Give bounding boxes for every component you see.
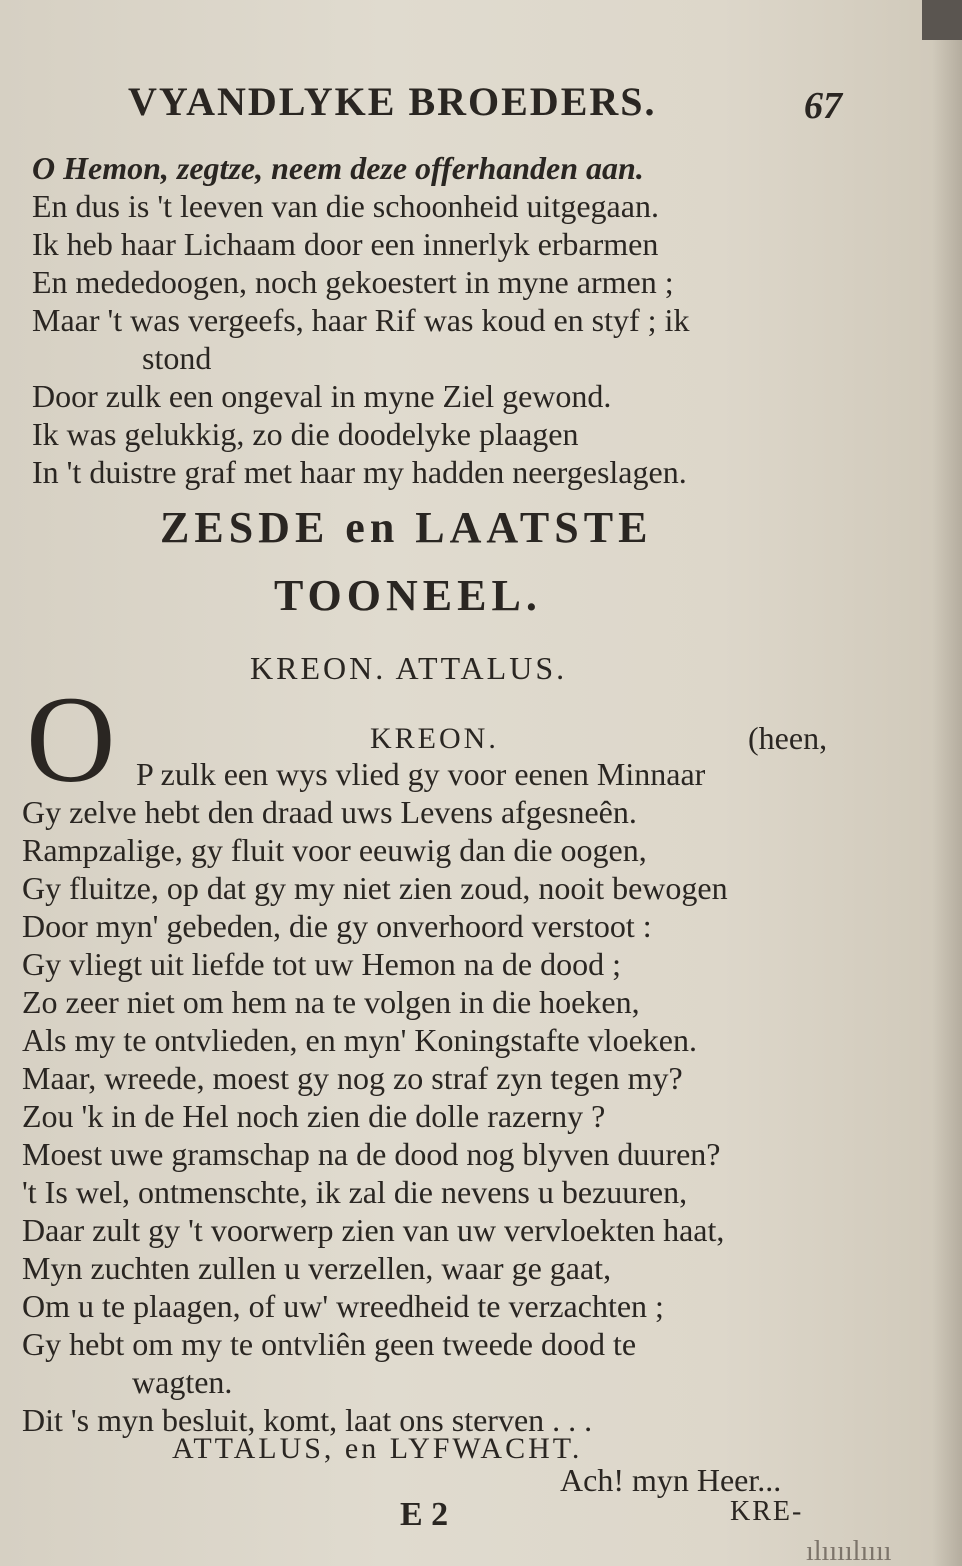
speech-line: Door myn' gebeden, die gy onverhoord verstoot : (22, 908, 652, 944)
speech-line: Gy hebt om my te ontvliên geen tweede dood te (22, 1326, 637, 1362)
verse-line: Ik was gelukkig, zo die doodelyke plaagen (32, 416, 579, 452)
second-speech-line: Ach! myn Heer... (560, 1462, 782, 1498)
speech-line: Rampzalige, gy fluit voor eeuwig dan die oogen, (22, 832, 647, 868)
speech-line: Gy zelve hebt den draad uws Levens afgesneên. (22, 794, 637, 830)
turnover-word: (heen, (748, 720, 828, 756)
speech-line: Om u te plaagen, of uw' wreedheid te verzachten ; (22, 1288, 664, 1324)
second-speaker: ATTALUS, en LYFWACHT. (172, 1432, 583, 1465)
speech-line: Daar zult gy 't voorwerp zien van uw vervloekten haat, (22, 1212, 725, 1248)
verse-line: In 't duistre graf met haar my hadden neergeslagen. (32, 454, 687, 490)
drop-cap: O (26, 671, 116, 808)
signature-mark: E 2 (400, 1496, 449, 1533)
verse-line: Door zulk een ongeval in myne Ziel gewond. (32, 378, 612, 414)
speech-line: Gy fluitze, op dat gy my niet zien zoud, nooit bewogen (22, 870, 728, 906)
speech-line: Myn zuchten zullen u verzellen, waar ge gaat, (22, 1250, 612, 1286)
page-edge-shadow (932, 0, 962, 1566)
speaker-name: KREON. (370, 722, 499, 755)
verse-line: stond (142, 340, 212, 376)
speech-line: Gy vliegt uit liefde tot uw Hemon na de dood ; (22, 946, 621, 982)
page-corner-shadow (922, 0, 962, 40)
speech-line: Zou 'k in de Hel noch zien die dolle razerny ? (22, 1098, 606, 1134)
verse-line: Maar 't was vergeefs, haar Rif was koud en styf ; ik (32, 302, 690, 338)
speech-line: Zo zeer niet om hem na te volgen in die hoeken, (22, 984, 640, 1020)
verse-line: Ik heb haar Lichaam door een innerlyk erbarmen (32, 226, 659, 262)
speech-line: wagten. (132, 1364, 233, 1400)
running-head: VYANDLYKE BROEDERS. (128, 79, 657, 124)
speech-line: Moest uwe gramschap na de dood nog blyven duuren? (22, 1136, 721, 1172)
page-number: 67 (804, 85, 842, 127)
verse-line: O Hemon, zegtze, neem deze offerhanden aan. (32, 150, 644, 186)
scene-title-line2: TOONEEL. (274, 571, 542, 620)
speech-line: 't Is wel, ontmenschte, ik zal die nevens u bezuuren, (22, 1174, 688, 1210)
bleed-through-text: ılıııılıııı (806, 1536, 892, 1566)
speech-line: Dit 's myn besluit, komt, laat ons sterven . . . (22, 1402, 593, 1438)
speech-line: Als my te ontvlieden, en myn' Koningstafte vloeken. (22, 1022, 697, 1058)
catchword: KRE- (730, 1496, 804, 1527)
speech-line: Maar, wreede, moest gy nog zo straf zyn tegen my? (22, 1060, 683, 1096)
page-header (128, 78, 850, 138)
speech-first-line: P zulk een wys vlied gy voor eenen Minnaar (136, 756, 706, 792)
verse-line: En dus is 't leeven van die schoonheid uitgegaan. (32, 188, 659, 224)
scene-title-line1: ZESDE en LAATSTE (160, 503, 653, 552)
verse-line: En mededoogen, noch gekoestert in myne armen ; (32, 264, 674, 300)
dramatis-personae: KREON. ATTALUS. (250, 650, 568, 686)
